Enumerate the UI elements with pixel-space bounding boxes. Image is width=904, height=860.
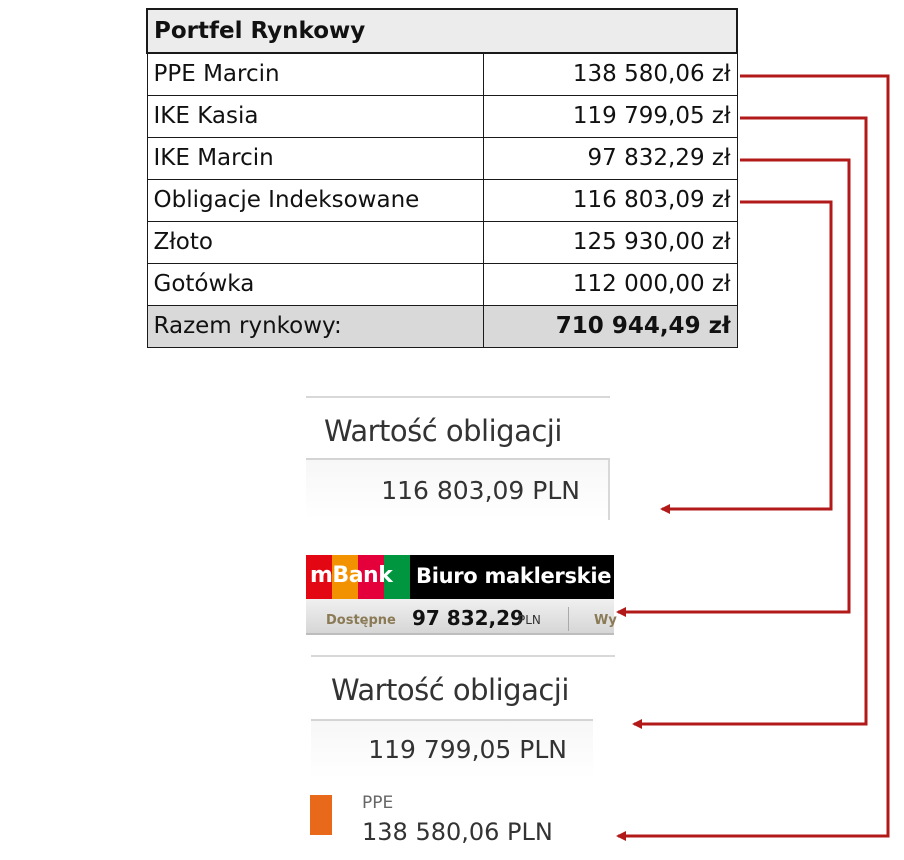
row-name: IKE Kasia (147, 95, 483, 137)
available-label: Dostępne (326, 613, 396, 628)
table-header-row (147, 9, 737, 53)
table-row (147, 137, 737, 179)
ppe-panel (310, 793, 590, 853)
bond-value-panel-indexed (306, 396, 610, 524)
row-name: IKE Marcin (147, 137, 483, 179)
ppe-value: 138 580,06 PLN (362, 818, 553, 846)
row-value: 125 930,00 zł (483, 221, 737, 263)
bond-value-amount: 116 803,09 PLN (381, 476, 580, 505)
divider (568, 607, 569, 631)
table-row (147, 179, 737, 221)
next-label: Wy (594, 613, 617, 628)
bond-value-title: Wartość obligacji (324, 414, 562, 448)
available-currency: PLN (518, 613, 541, 627)
table-row (147, 95, 737, 137)
row-value: 97 832,29 zł (483, 137, 737, 179)
row-name: Gotówka (147, 263, 483, 305)
bond-value-box (311, 721, 593, 779)
row-name: PPE Marcin (147, 53, 483, 95)
row-name: Złoto (147, 221, 483, 263)
divider (306, 396, 610, 398)
bond-value-box (306, 460, 610, 520)
bond-value-title: Wartość obligacji (331, 673, 569, 707)
table-row (147, 221, 737, 263)
mbank-panel (306, 555, 617, 635)
bond-value-panel-ike (311, 655, 615, 780)
total-value: 710 944,49 zł (483, 305, 737, 347)
table-row (147, 263, 737, 305)
divider (311, 655, 615, 657)
ppe-label: PPE (362, 793, 394, 813)
bond-value-amount: 119 799,05 PLN (368, 735, 567, 764)
total-row (147, 305, 737, 347)
row-value: 116 803,09 zł (483, 179, 737, 221)
portfolio-title: Portfel Rynkowy (147, 9, 737, 53)
row-value: 112 000,00 zł (483, 263, 737, 305)
row-value: 119 799,05 zł (483, 95, 737, 137)
available-amount: 97 832,29 (412, 606, 524, 630)
portfolio-table (146, 8, 738, 348)
mbank-balance-strip (306, 599, 617, 635)
table-row (147, 53, 737, 95)
ppe-color-square (310, 795, 332, 835)
row-name: Obligacje Indeksowane (147, 179, 483, 221)
total-label: Razem rynkowy: (147, 305, 483, 347)
mbank-section-title: Biuro maklerskie (416, 564, 612, 588)
row-value: 138 580,06 zł (483, 53, 737, 95)
mbank-logo: mBank (310, 563, 393, 588)
